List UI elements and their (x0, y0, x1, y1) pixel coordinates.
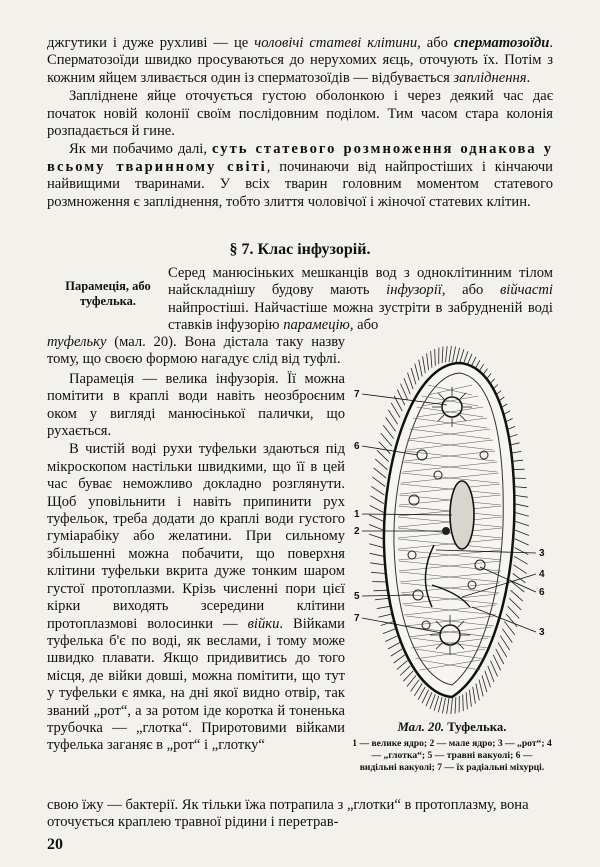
label-1: 1 (354, 509, 360, 520)
text-run: , починаючи від найпростіших і кінчаючи найвищими тваринами. У всіх тварин головним моментом статевого розмноження є запліднення, тобто злиття чоловічої і жіночої статевих клітин. (47, 158, 553, 210)
section-heading: § 7. Клас інфузорій. (229, 241, 371, 258)
label-3-lower: 3 (539, 627, 545, 638)
top-text-block (47, 35, 553, 211)
label-6-bottom: 5 (354, 591, 360, 602)
term-ciliated: війчасті (499, 282, 553, 299)
text-run: найпростіші. Найчастіше можна зустріти в забрудненій воді ставків інфузорію (168, 299, 553, 334)
paragraph-continued (47, 35, 553, 87)
text-run: джгутики і дуже рухливі — це (47, 35, 255, 51)
text-run: В чистій воді рухи туфельки здаються під мікроскопом настільки швидкими, що її в цей час буває неможливо докладно розглянути. Щоб уповільнити і навіть припинити рух туфельок, треба додати до краплі води густого гуміарабіку або желатини. При сильному збільшенні можна побачити, що поверхня клітини туфельки вкрита дуже тонким шаром густої протоплазми. Крізь численні пори цієї кірки виходять зсередини клітини протоплазмові волосинки — (47, 441, 345, 632)
intro-paragraph (168, 265, 553, 335)
label-6-top: 6 (354, 441, 360, 452)
macronucleus (450, 481, 474, 549)
page-number: 20 (47, 836, 63, 853)
text-run: Як ми побачимо далі, (69, 141, 212, 158)
term-male-cells: чоловічі статеві клітини (254, 35, 418, 51)
label-3-upper: 3 (539, 548, 545, 559)
paragraph-slipper (47, 334, 345, 369)
term-cilia: війки (247, 615, 280, 632)
label-4: 4 (539, 569, 545, 580)
label-7-bottom: 7 (354, 613, 360, 624)
term-infusoria: інфузорії (386, 282, 442, 299)
paragraph-movement (47, 441, 345, 754)
text-run: , або (417, 35, 454, 51)
bottom-text-line: свою їжу — бактерії. Як тільки їжа потрапила з „глотки“ в протоплазму, вона оточується краплею травної рідини і перетрав- (47, 797, 529, 831)
term-slipper: туфельку (47, 334, 107, 350)
text-run: . Війками туфелька б'є по воді, як веслами, і тому може швидко плавати. Якщо придивитись до того місця, де війки довші, можна помітити, що тут у туфельки є ямка, на дні якої видно отвір, так званий „рот“, а за ротом іде коротка й тоненька трубочка — „глотка“. Приротовими війками туфелька заганяє в „рот“ і „глотку“ (47, 615, 345, 754)
text-run: . (526, 69, 531, 86)
term-spermatozoa: сперматозоїди (453, 35, 550, 51)
figure-legend: 1 — велике ядро; 2 — мале ядро; 3 — „рот“; 4 — „глотка“; 5 — травні вакуолі; 6 — видільні вакуолі; 7 — їх радіальні міхурці. (352, 738, 552, 773)
figure-number: Мал. 20. (397, 720, 445, 734)
term-paramecium: парамецію (283, 317, 350, 334)
side-note-paramecium: Парамеція, або туфелька. (65, 279, 151, 308)
figure-caption (352, 720, 552, 735)
left-column-text (47, 334, 345, 755)
text-run: . Сперматозоїди швидко просуваються до нерухомих яєць, оточують їх. Потім з кожним яйцем зливається один із сперматозоїдів — відбувається (47, 35, 553, 86)
text-run: , або (441, 282, 500, 299)
figure-title: Туфелька. (447, 720, 507, 734)
paragraph-large-ciliate: Парамеція — велика інфузорія. Її можна помітити в краплі води навіть неозброєним оком у вигляді манюсінької палички, що рухається. (47, 370, 345, 440)
text-run: Серед манюсіньких мешканців вод з одноклітинним тілом найскладнішу будову мають (168, 265, 553, 299)
paragraph-sexual-reproduction (47, 141, 553, 211)
term-fertilization: запліднення (453, 69, 527, 86)
label-7-top: 7 (354, 389, 360, 400)
emphasis-spaced: суть статевого розмноження однакова у всьому тваринному світі (47, 141, 553, 175)
paragraph-zygote: Запліднене яйце оточується густою оболонкою і через деякий час дає початок новій колонії своїм послідовним поділом. Тим часом стара колонія розпадається й гине. (47, 88, 553, 140)
label-5: 6 (539, 587, 545, 598)
paramecium-figure (352, 345, 552, 717)
label-2: 2 (354, 526, 360, 537)
text-run: , або (349, 317, 379, 334)
text-run: (мал. 20). Вона дістала таку назву тому, що своєю формою нагадує слід від туфлі. (47, 334, 345, 368)
